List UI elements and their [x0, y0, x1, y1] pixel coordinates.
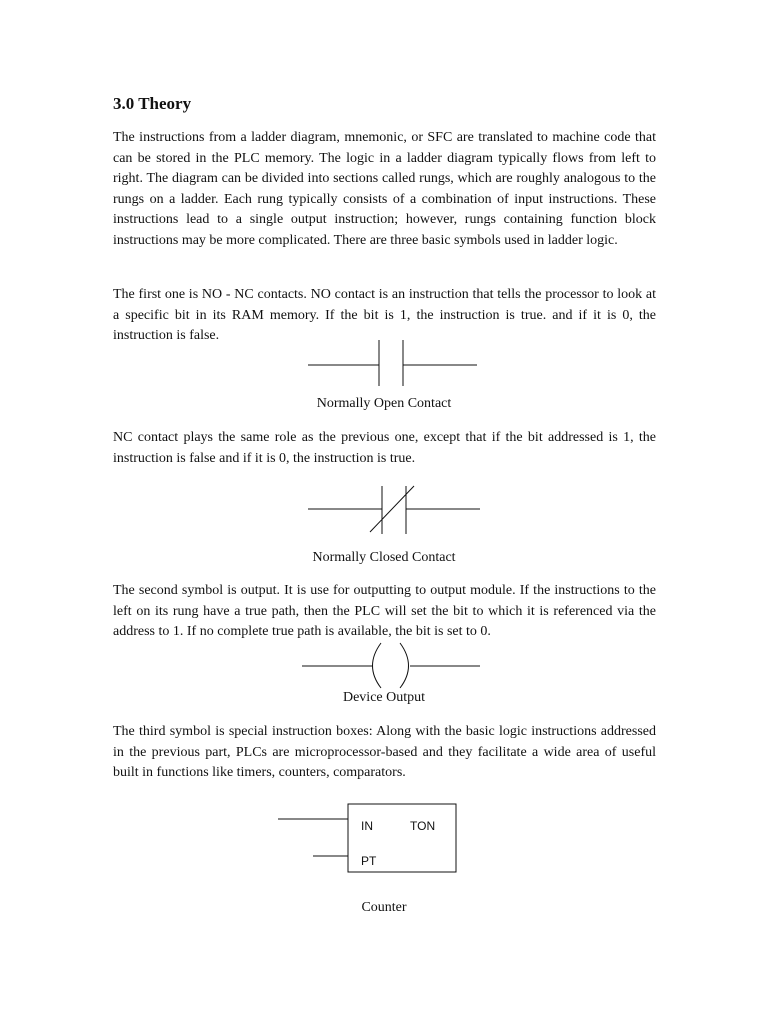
- block-type-label: TON: [410, 819, 436, 833]
- boxes-paragraph: The third symbol is special instruction boxes: Along with the basic logic instructions addressed in the previous part, PLCs are microprocessor-based and they facilitate a wide area of useful built in functions like timers, counters, comparators.: [113, 724, 656, 780]
- device-output-coil-symbol: [0, 640, 768, 690]
- section-heading: 3.0 Theory: [113, 94, 192, 113]
- intro-paragraph: The instructions from a ladder diagram, mnemonic, or SFC are translated to machine code that can be stored in the PLC memory. The logic in a ladder diagram typically flows from left to right. The diagram can be divided into sections called rungs, which are roughly analogous to the rungs on a ladder. Each rung typically consists of a combination of input instructions. These instructions lead to a single output instruction; however, rungs containing function block instructions may be more complicated. There are three basic symbols used in ladder logic.: [113, 130, 656, 248]
- normally-open-contact-symbol: [0, 336, 768, 388]
- counter-function-block: [0, 800, 768, 876]
- output-paragraph: The second symbol is output. It is use for outputting to output module. If the instructions to the left on its rung have a true path, then the PLC will set the bit to which it is referenced via the address to 1. If no complete true path is available, the bit is set to 0.: [113, 583, 656, 639]
- nc-paragraph: NC contact plays the same role as the previous one, except that if the bit addressed is 1, the instruction is false and if it is 0, the instruction is true.: [113, 430, 656, 466]
- counter-caption: Counter: [361, 900, 407, 915]
- contacts-paragraph: The first one is NO - NC contacts. NO contact is an instruction that tells the processor to look at a specific bit in its RAM memory. If the bit is 1, the instruction is true. and if it is 0, the instruction is false.: [113, 287, 656, 343]
- normally-closed-contact-symbol: [0, 484, 768, 536]
- no-contact-caption: Normally Open Contact: [316, 396, 452, 411]
- block-input-label: IN: [361, 819, 373, 833]
- block-preset-label: PT: [361, 854, 377, 868]
- output-caption: Device Output: [342, 690, 426, 705]
- nc-contact-caption: Normally Closed Contact: [312, 550, 456, 565]
